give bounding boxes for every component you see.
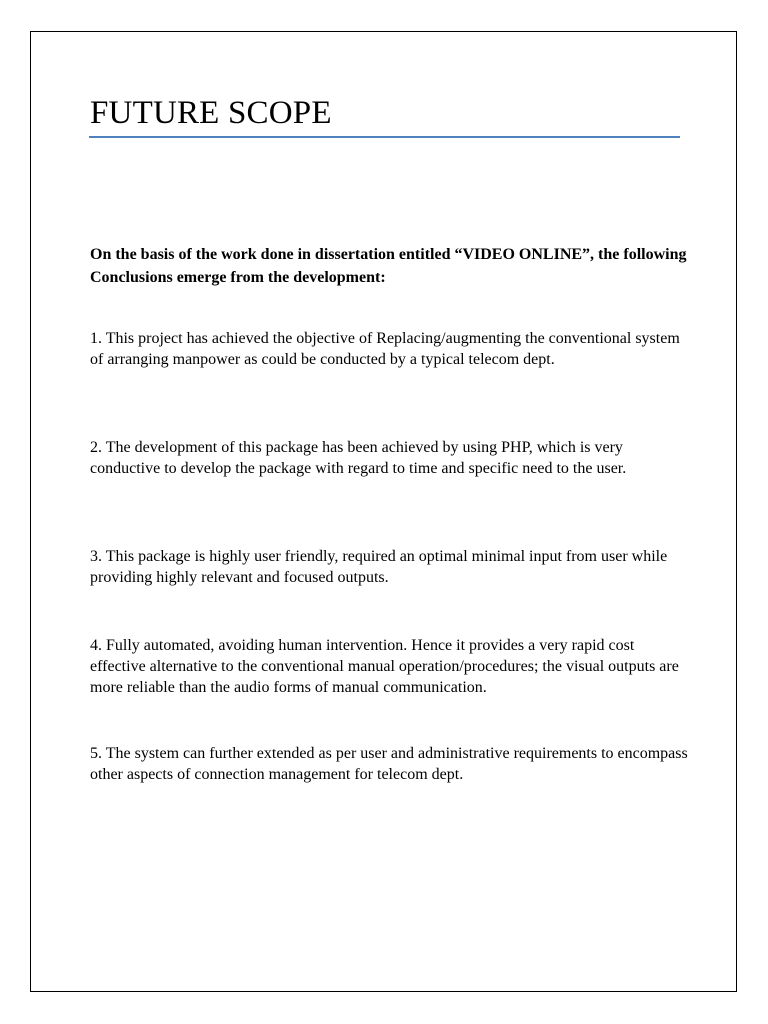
conclusion-item-2: 2. The development of this package has been achieved by using PHP, which is very conductive to develop the package with regard to time and specific need to the user.: [90, 439, 627, 477]
page-title: FUTURE SCOPE: [90, 95, 332, 131]
conclusion-item-3: 3. This package is highly user friendly, required an optimal minimal input from user while providing highly relevant and focused outputs.: [90, 548, 668, 586]
conclusion-item-1: 1. This project has achieved the objective of Replacing/augmenting the conventional system of arranging manpower as could be conducted by a typical telecom dept.: [90, 330, 680, 368]
page-border: [30, 31, 737, 992]
conclusion-item-5: 5. The system can further extended as per user and administrative requirements to encompass other aspects of connection management for telecom dept.: [90, 745, 688, 783]
intro-paragraph: On the basis of the work done in dissertation entitled “VIDEO ONLINE”, the following Conclusions emerge from the development:: [90, 246, 687, 286]
conclusion-item-4: 4. Fully automated, avoiding human intervention. Hence it provides a very rapid cost effective alternative to the conventional manual operation/procedures; the visual outputs are more reliable than the audio forms of manual communication.: [90, 637, 679, 696]
title-underline: [89, 136, 680, 138]
